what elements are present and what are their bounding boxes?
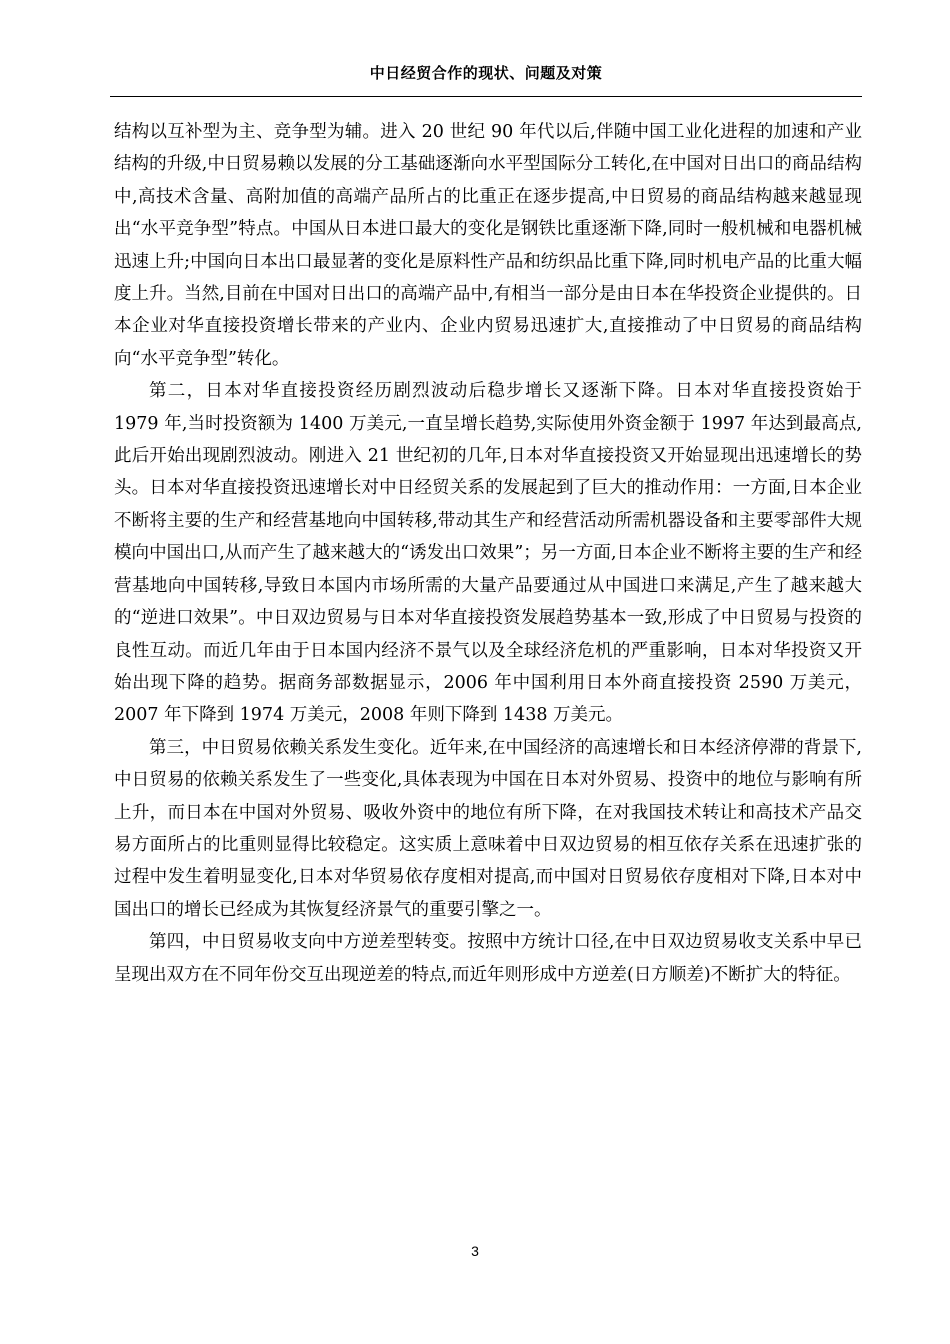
paragraph-continued: 结构以互补型为主、竞争型为辅。进入 20 世纪 90 年代以后,伴随中国工业化进程的加速和产业结构的升级,中日贸易赖以发展的分工基础逐渐向水平型国际分工转化,在中国对日出口的商品结构中,高技术含量、高附加值的高端产品所占的比重正在逐步提高,中日贸易的商品结构越来越显现出“水平竞争型”特点。中国从日本进口最大的变化是钢铁比重逐渐下降,同时一般机械和电器机械迅速上升;中国向日本出口最显著的变化是原料性产品和纺织品比重下降,同时机电产品的比重大幅度上升。当然,目前在中国对日出口的高端产品中,有相当一部分是由日本在华投资企业提供的。日本企业对华直接投资增长带来的产业内、企业内贸易迅速扩大,直接推动了中日贸易的商品结构向“水平竞争型”转化。 (114, 122, 862, 369)
paragraph-second: 第二，日本对华直接投资经历剧烈波动后稳步增长又逐渐下降。日本对华直接投资始于 1979 年,当时投资额为 1400 万美元,一直呈增长趋势,实际使用外资金额于 1997 年达到最高点,此后开始出现剧烈波动。刚进入 21 世纪初的几年,日本对华直接投资又开始显现出迅速增长的势头。日本对华直接投资迅速增长对中日经贸关系的发展起到了巨大的推动作用：一方面,日本企业不断将主要的生产和经营基地向中国转移,带动其生产和经营活动所需机器设备和主要零部件大规模向中国出口,从而产生了越来越大的“诱发出口效果”；另一方面,日本企业不断将主要的生产和经营基地向中国转移,导致日本国内市场所需的大量产品要通过从中国进口来满足,产生了越来越大的“逆进口效果”。中日双边贸易与日本对华直接投资发展趋势基本一致,形成了中日贸易与投资的良性互动。而近几年由于日本国内经济不景气以及全球经济危机的严重影响，日本对华投资又开始出现下降的趋势。据商务部数据显示，2006 年中国利用日本外商直接投资 2590 万美元，2007 年下降到 1974 万美元，2008 年则下降到 1438 万美元。 (114, 381, 862, 726)
body-text (114, 116, 862, 991)
paragraph-fourth: 第四，中日贸易收支向中方逆差型转变。按照中方统计口径,在中日双边贸易收支关系中早已呈现出双方在不同年份交互出现逆差的特点,而近年则形成中方逆差(日方顺差)不断扩大的特征。 (114, 932, 862, 985)
page-number: 3 (471, 1243, 479, 1259)
paragraph-third: 第三，中日贸易依赖关系发生变化。近年来,在中国经济的高速增长和日本经济停滞的背景下,中日贸易的依赖关系发生了一些变化,具体表现为中国在日本对外贸易、投资中的地位与影响有所上升，而日本在中国对外贸易、吸收外资中的地位有所下降，在对我国技术转让和高技术产品交易方面所占的比重则显得比较稳定。这实质上意味着中日双边贸易的相互依存关系在迅速扩张的过程中发生着明显变化,日本对华贸易依存度相对提高,而中国对日贸易依存度相对下降,日本对中国出口的增长已经成为其恢复经济景气的重要引擎之一。 (114, 737, 862, 920)
header-divider (110, 96, 862, 97)
running-header-title: 中日经贸合作的现状、问题及对策 (369, 64, 603, 82)
